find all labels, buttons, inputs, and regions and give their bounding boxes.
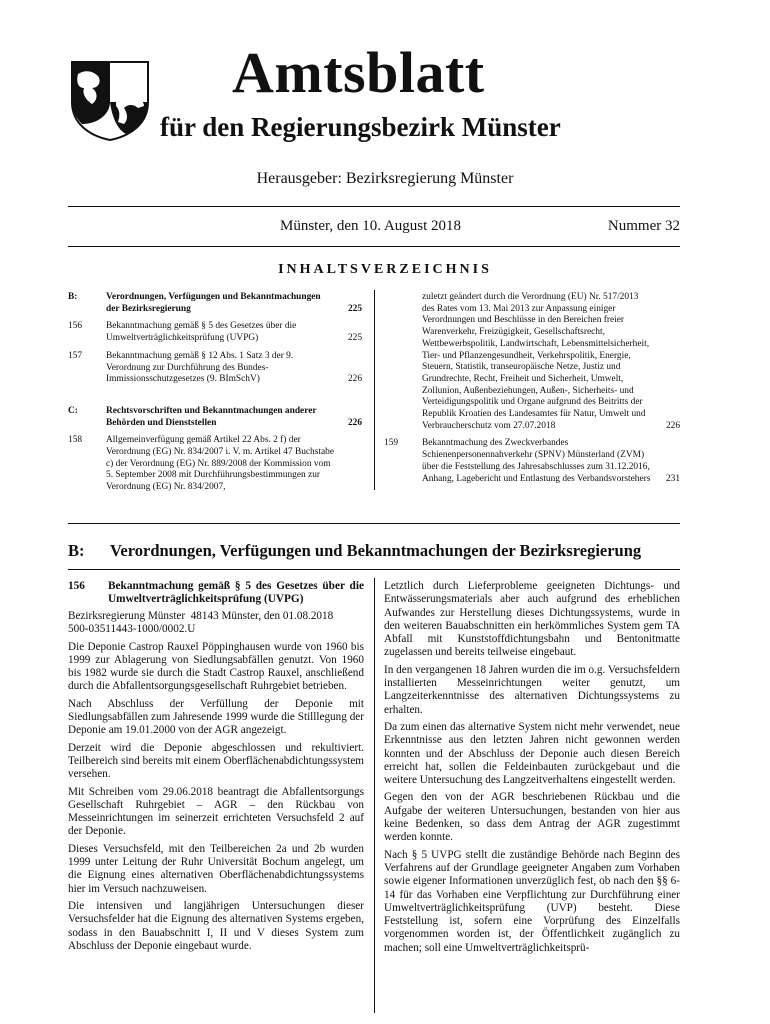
paragraph: Derzeit wird die Deponie abgeschlossen und rekultiviert. Teilbereich sind bereits mit einem Oberflächenabdichtungssystem versehen. [68,741,364,781]
nrw-coat-of-arms-icon [68,58,152,142]
paragraph: Die intensiven und langjährigen Untersuchungen dieser Versuchsfelder hat die Eignung des alternativen Systems ergeben, sodass in den Bauabschnitt I, II und V dieses System zum Abschluss der Deponie eingebaut wurde. [68,899,364,952]
masthead-title: Amtsblatt [232,40,485,105]
toc-entry: 159 Bekanntmachung des Zweckverbandes Schienenpersonennahverkehr (SPNV) Münsterland (ZVM) über die Feststellung des Jahresabschlusses zum 31.12.2016, Anhang, Lagebericht und Entlastung des Verbandsvorstehers 231 [384,438,680,484]
paragraph: Mit Schreiben vom 29.06.2018 beantragt die Abfallentsorgungs Gesellschaft Ruhrgebiet – AGR – den Rückbau von Messeinrichtungen im seinerzeit errichteten Versuchsfeld 2 auf der Deponie. [68,785,364,838]
issue-date: Münster, den 10. August 2018 [280,218,462,234]
paragraph: Nach § 5 UVPG stellt die zuständige Behörde nach Beginn des Verfahrens auf der Grundlage geeigneter Angaben zum Vorhaben sowie eigener Informationen unverzüglich fest, ob nach den §§ 6-14 für das Vorhaben eine Verpflichtung zur Durchführung einer Umweltverträglichkeitsprüfung (UVP) besteht. Diese Feststellung ist, sofern eine Vorprüfung des Einzelfalls vorgenommen worden ist, der Öffentlichkeit zugänglich zu machen; soll eine Umweltverträglichkeitsprü- [384,848,680,954]
paragraph: Gegen den von der AGR beschriebenen Rückbau und die Aufgabe der weiteren Untersuchungen, bestanden von hier aus keine Bedenken, so dass dem Antrag der AGR zugestimmt werden konnte. [384,791,680,844]
paragraph: Letztlich durch Lieferprobleme geeigneten Dichtungs- und Entwässerungsmaterials aber auch aufgrund des erheblichen Aufwandes zur Herstellung dieses Dichtungssystems, wurde in den weiteren Bauabschnitten ein herkömmliches System gem TA Abfall mit Kunststoffdichtungsbahn und Bentonitmatte zugelassen und bereits teilweise eingebaut. [384,580,680,659]
header-rule-top [68,206,680,207]
toc-entry: B: Verordnungen, Verfügungen und Bekanntmachungen der Bezirksregierung 225 [68,292,362,314]
paragraph: Nach Abschluss der Verfüllung der Deponie mit Siedlungsabfällen zum Jahresende 1999 wurde die Stilllegung der Deponie am 19.01.2000 von der AGR angezeigt. [68,697,364,737]
toc-rule-bottom [68,523,680,524]
section-label: B: [68,541,85,560]
article-right-column [384,580,680,959]
toc-right-column [384,292,680,485]
section-heading [68,541,641,561]
toc-entry: 156 Bekanntmachung gemäß § 5 des Gesetzes über die Umweltverträglichkeitsprüfung (UVPG) 225 [68,321,362,344]
article-heading [68,580,364,606]
section-title: Verordnungen, Verfügungen und Bekanntmachungen der Bezirksregierung [110,541,642,560]
paragraph: In den vergangenen 18 Jahren wurden die im o.g. Versuchsfeldern installierten Messeinrichtungen weiter genutzt, um Langzeiterkenntnisse des alternativen Dichtungssystems zu erhalten. [384,663,680,716]
header-rule-bottom [68,246,680,247]
publisher-line: Herausgeber: Bezirksregierung Münster [256,170,514,187]
toc-column-divider [374,290,375,490]
body-column-divider [374,578,375,1013]
paragraph: Dieses Versuchsfeld, mit den Teilbereichen 2a und 2b wurden 1999 unter Leitung der Ruhr Universität Bochum angelegt, um die Eignung eines alternativen Oberflächenabdichtungssystems hier im Versuch nachzuweisen. [68,842,364,895]
section-rule [68,569,680,570]
article-number: 156 [68,580,85,592]
toc-entry: 157 Bekanntmachung gemäß § 12 Abs. 1 Satz 3 der 9. Verordnung zur Durchführung des Bundes-Immissionsschutzgesetzes (9. BImSchV) 226 [68,350,362,385]
paragraph: Da zum einen das alternative System nicht mehr verwendet, neue Erkenntnisse aus den letzten Jahren nicht gewonnen werden konnten und der Abschluss der Deponie auch diesen Bereich erreicht hat, sollen die Feldeinbauten zurückgebaut und die weitere Untersuchung des Langzeitverhaltens eingestellt werden. [384,720,680,787]
toc-left-column [68,292,362,494]
toc-entry: zuletzt geändert durch die Verordnung (EU) Nr. 517/2013 des Rates vom 13. Mai 2013 zur Anpassung einiger Verordnungen und Beschlüsse in den Bereichen freier Warenverkehr, Freizügigkeit, Gesellschaftsrecht, Wettbewerbspolitik, Landwirtschaft, Lebensmittelsicherheit, Tier- und Pflanzengesundheit, Verkehrspolitik, Energie, Steuern, Statistik, transeuropäische Netze, Justiz und Grundrechte, Recht, Freiheit und Sicherheit, Umwelt, Zollunion, Außenbeziehungen, Außen-, Sicherheits- und Verteidigungspolitik und Organe aufgrund des Beitritts der Republik Kroatien des Landesamtes für Natur, Umwelt und Verbraucherschutz vom 27.07.2018 226 [422,292,680,431]
toc-heading: INHALTSVERZEICHNIS [278,262,492,277]
article-meta-origin: Bezirksregierung Münster 48143 Münster, den 01.08.2018 [68,610,334,622]
article-title: Bekanntmachung gemäß § 5 des Gesetzes über die Umweltverträglichkeitsprüfung (UVPG) [108,580,364,605]
toc-entry: 158 Allgemeinverfügung gemäß Artikel 22 Abs. 2 f) der Verordnung (EG) Nr. 834/2007 i. V. m. Artikel 47 Buchstabe c) der Verordnung (EG) Nr. 889/2008 der Kommission vom 5. September 2008 mit Durchführungsbestimmungen zur Verordnung (EG) Nr. 834/2007, [68,435,335,493]
toc-entry: C: Rechtsvorschriften und Bekanntmachungen anderer Behörden und Dienststellen 226 [68,405,362,428]
masthead-subtitle: für den Regierungsbezirk Münster [160,112,561,142]
paragraph: Die Deponie Castrop Rauxel Pöppinghausen wurde von 1960 bis 1999 zur Ablagerung von Siedlungsabfällen genutzt. Von 1960 bis 1982 wurde sie durch die Stadt Castrop Rauxel, anschließend durch die Abfallentsorgungsgesellschaft Ruhrgebiet betrieben. [68,640,364,693]
issue-number: Nummer 32 [607,218,680,234]
article-meta-reference: 500-03511443-1000/0002.U [68,623,196,636]
article-left-column [68,580,364,957]
